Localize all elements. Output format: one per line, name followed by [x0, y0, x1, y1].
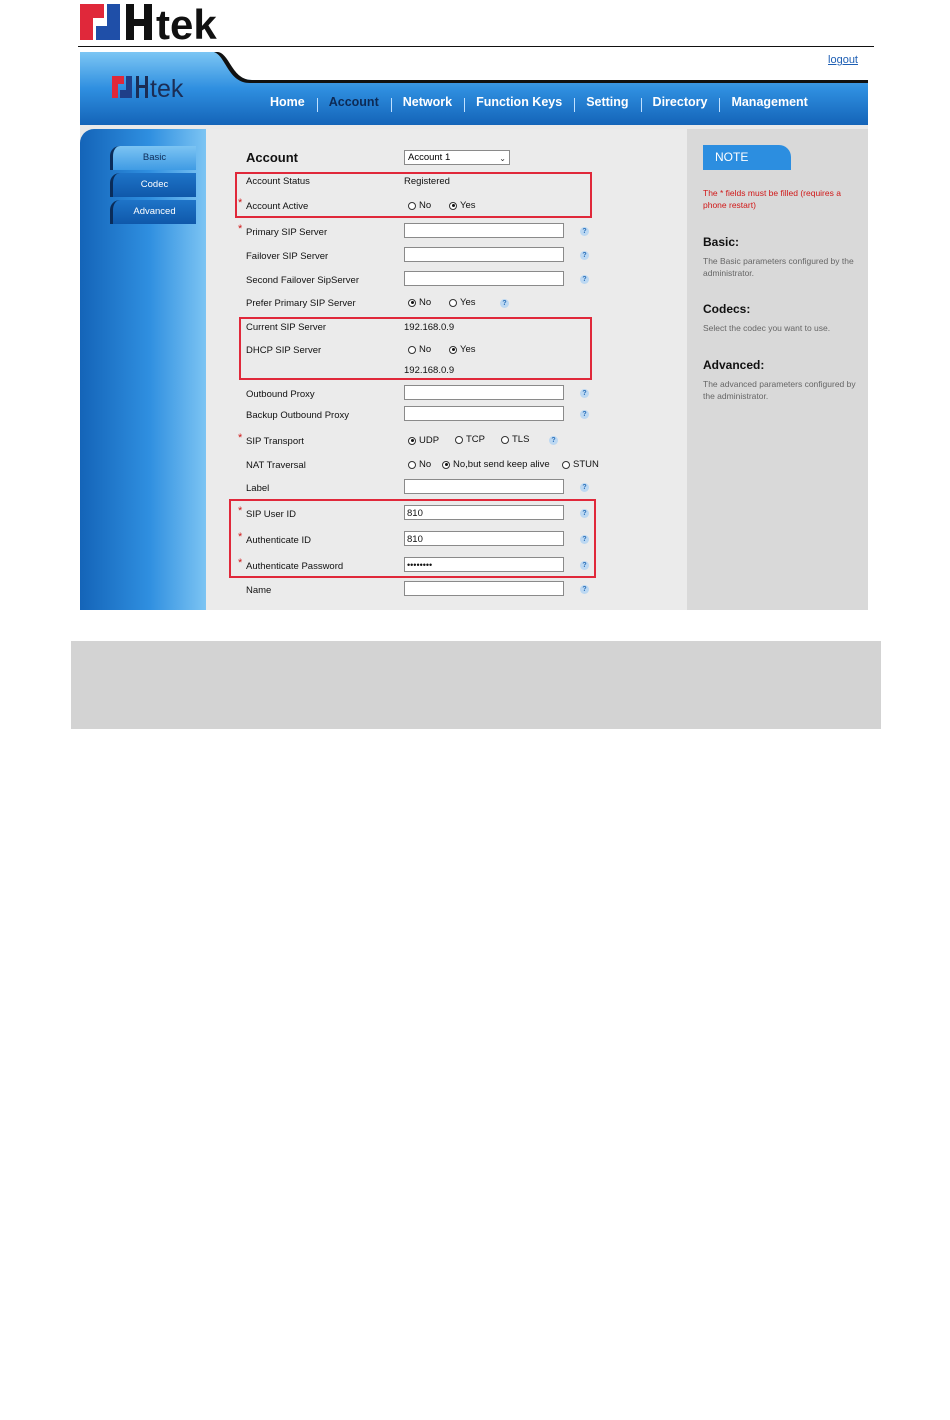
help-icon[interactable]: ? [580, 227, 589, 236]
sidebar-item-basic[interactable]: Basic [110, 146, 196, 170]
auth-id-label: Authenticate ID [246, 535, 311, 546]
auth-password-input[interactable]: •••••••• [404, 557, 564, 572]
note-codecs-title: Codecs: [703, 302, 751, 316]
chevron-down-icon: ⌄ [499, 154, 506, 163]
nav-directory[interactable]: Directory [641, 95, 720, 109]
nav-account[interactable]: Account [317, 95, 391, 109]
htek-logo [80, 2, 252, 42]
nat-stun[interactable] [562, 459, 599, 470]
radio-label: No [419, 297, 432, 308]
radio-label: TCP [466, 434, 485, 445]
auth-password-label: Authenticate Password [246, 561, 344, 572]
second-failover-label: Second Failover SipServer [246, 275, 359, 286]
help-icon[interactable]: ? [580, 535, 589, 544]
sip-user-id-input[interactable]: 810 [404, 505, 564, 520]
account-status-value: Registered [404, 176, 450, 187]
second-failover-input[interactable] [404, 271, 564, 286]
account-active-label: Account Active [246, 201, 309, 212]
radio-label: No [419, 200, 432, 211]
label-label: Label [246, 483, 270, 494]
prefer-primary-label: Prefer Primary SIP Server [246, 298, 356, 309]
main-nav [258, 90, 820, 114]
note-basic-text: The Basic parameters configured by the administrator. [703, 256, 854, 278]
sidebar-item-advanced[interactable]: Advanced [110, 200, 196, 224]
radio-label: Yes [460, 344, 476, 355]
note-codecs-text: Select the codec you want to use. [703, 323, 831, 333]
auth-id-input[interactable]: 810 [404, 531, 564, 546]
failover-sip-label: Failover SIP Server [246, 251, 329, 262]
logout-link[interactable]: logout [828, 54, 858, 66]
help-icon[interactable]: ? [580, 585, 589, 594]
transport-udp[interactable] [408, 435, 439, 446]
highlight-box [239, 317, 592, 380]
account-select-value: Account 1 [408, 152, 451, 163]
required-marker: * [238, 557, 243, 569]
caption-band [71, 641, 881, 729]
prefer-primary-yes[interactable] [449, 297, 476, 308]
account-select[interactable] [404, 150, 510, 165]
account-form [206, 129, 687, 610]
help-icon[interactable]: ? [549, 436, 558, 445]
help-icon[interactable]: ? [580, 251, 589, 260]
highlight-box [229, 499, 596, 578]
help-icon[interactable]: ? [580, 509, 589, 518]
outbound-proxy-input[interactable] [404, 385, 564, 400]
radio-label: No,but send keep alive [453, 459, 550, 470]
backup-outbound-label: Backup Outbound Proxy [246, 410, 349, 421]
note-basic-title: Basic: [703, 235, 740, 249]
dhcp-sip-value: 192.168.0.9 [404, 365, 455, 376]
help-icon[interactable]: ? [580, 483, 589, 492]
radio-label: No [419, 459, 432, 470]
account-status-label: Account Status [246, 176, 310, 187]
nat-no[interactable] [408, 459, 431, 470]
transport-tcp[interactable] [455, 434, 485, 445]
primary-sip-input[interactable] [404, 223, 564, 238]
help-icon[interactable]: ? [580, 389, 589, 398]
nat-traversal-label: NAT Traversal [246, 460, 306, 471]
required-marker: * [238, 505, 243, 517]
dhcp-sip-label: DHCP SIP Server [246, 345, 322, 356]
help-icon[interactable]: ? [500, 299, 509, 308]
nav-management[interactable]: Management [719, 95, 819, 109]
required-marker: * [238, 531, 243, 543]
svg-text:tek: tek [150, 75, 184, 99]
sidebar [80, 129, 206, 610]
inner-htek-logo [112, 75, 208, 99]
radio-label: TLS [512, 434, 530, 445]
required-marker: * [238, 197, 243, 209]
note-panel [687, 129, 868, 610]
sidebar-item-codec[interactable]: Codec [110, 173, 196, 197]
sip-user-id-label: SIP User ID [246, 509, 296, 520]
transport-tls[interactable] [501, 434, 529, 445]
sip-transport-label: SIP Transport [246, 436, 304, 447]
help-icon[interactable]: ? [580, 275, 589, 284]
backup-outbound-input[interactable] [404, 406, 564, 421]
required-marker: * [238, 432, 243, 444]
nav-function-keys[interactable]: Function Keys [464, 95, 574, 109]
form-title: Account [246, 150, 298, 165]
nav-setting[interactable]: Setting [574, 95, 640, 109]
name-input[interactable] [404, 581, 564, 596]
radio-label: UDP [419, 435, 440, 446]
note-advanced-title: Advanced: [703, 358, 765, 372]
note-required-text: The * fields must be filled (requires a phone restart) [703, 188, 841, 210]
required-marker: * [238, 223, 243, 235]
radio-label: No [419, 344, 432, 355]
radio-label: Yes [460, 297, 476, 308]
highlight-box [235, 172, 592, 218]
failover-sip-input[interactable] [404, 247, 564, 262]
radio-label: Yes [460, 200, 476, 211]
help-icon[interactable]: ? [580, 410, 589, 419]
primary-sip-label: Primary SIP Server [246, 227, 328, 238]
note-advanced-text: The advanced parameters configured by the administrator. [703, 379, 856, 401]
header [80, 52, 868, 125]
radio-label: STUN [573, 459, 599, 470]
help-icon[interactable]: ? [580, 561, 589, 570]
nav-home[interactable]: Home [270, 95, 305, 109]
prefer-primary-no[interactable] [408, 297, 431, 308]
top-divider [78, 46, 874, 47]
note-tab: NOTE [703, 145, 791, 170]
nav-network[interactable]: Network [391, 95, 464, 109]
nat-keepalive[interactable] [442, 459, 550, 470]
name-label: Name [246, 585, 272, 596]
current-sip-label: Current SIP Server [246, 322, 327, 333]
web-ui-screenshot [80, 52, 868, 610]
outbound-proxy-label: Outbound Proxy [246, 389, 315, 400]
label-input[interactable] [404, 479, 564, 494]
current-sip-value: 192.168.0.9 [404, 322, 455, 333]
svg-text:tek: tek [156, 2, 217, 42]
